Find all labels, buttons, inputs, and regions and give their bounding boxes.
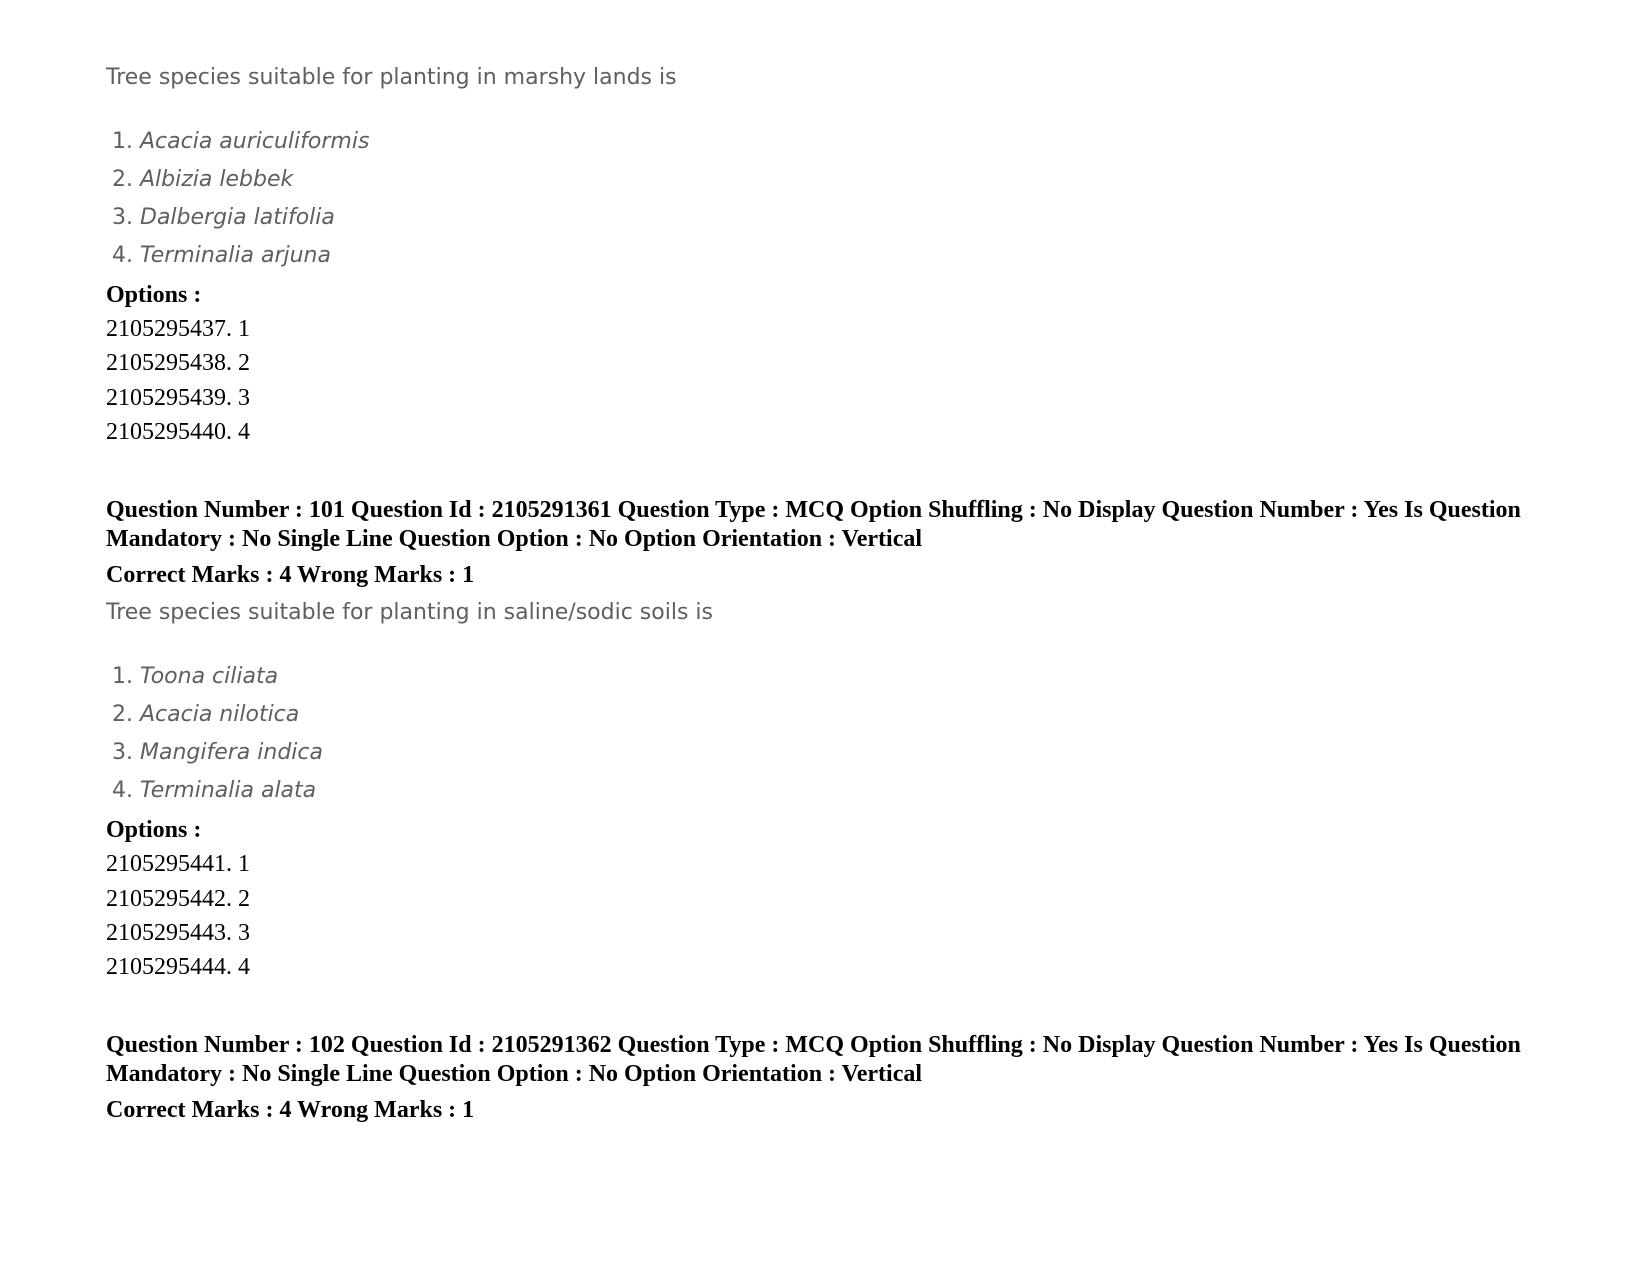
- question-100-option-3: 2105295439. 3: [106, 385, 250, 411]
- question-101-choice-3: [112, 739, 323, 767]
- choice-number: 2.: [112, 167, 133, 192]
- question-101-choice-4: [112, 777, 316, 805]
- question-100-choice-3: [112, 204, 335, 232]
- choice-number: 4.: [112, 243, 133, 268]
- question-100-options-heading: Options :: [106, 282, 202, 308]
- choice-species: Toona ciliata: [140, 664, 279, 689]
- question-101-option-4: 2105295444. 4: [106, 954, 250, 980]
- question-100-text: Tree species suitable for planting in marshy lands is: [106, 65, 677, 90]
- question-100-choice-4: [112, 242, 331, 270]
- question-101-meta: Question Number : 101 Question Id : 2105291361 Question Type : MCQ Option Shuffling : No Display Question Number : Yes Is Question Mandatory : No Single Line Question Option : No Option Orientation : Vertical: [106, 497, 1521, 552]
- choice-species: Albizia lebbek: [140, 167, 294, 192]
- question-101-choice-1: [112, 663, 278, 691]
- choice-species: Terminalia arjuna: [140, 243, 331, 268]
- choice-number: 3.: [112, 740, 133, 765]
- choice-number: 1.: [112, 129, 133, 154]
- question-101-option-2: 2105295442. 2: [106, 886, 250, 912]
- question-101-option-1: 2105295441. 1: [106, 851, 250, 877]
- choice-number: 2.: [112, 702, 133, 727]
- question-100-option-2: 2105295438. 2: [106, 350, 250, 376]
- question-100-option-4: 2105295440. 4: [106, 419, 250, 445]
- question-101-options-heading: Options :: [106, 817, 202, 843]
- question-101-marks: Correct Marks : 4 Wrong Marks : 1: [106, 562, 475, 588]
- question-100-choice-2: [112, 166, 293, 194]
- choice-number: 1.: [112, 664, 133, 689]
- question-102-marks: Correct Marks : 4 Wrong Marks : 1: [106, 1097, 475, 1123]
- choice-species: Terminalia alata: [140, 778, 317, 803]
- choice-species: Acacia auriculiformis: [140, 129, 370, 154]
- choice-species: Mangifera indica: [140, 740, 323, 765]
- question-102-meta: Question Number : 102 Question Id : 2105291362 Question Type : MCQ Option Shuffling : No Display Question Number : Yes Is Question Mandatory : No Single Line Question Option : No Option Orientation : Vertical: [106, 1032, 1521, 1087]
- choice-species: Acacia nilotica: [140, 702, 300, 727]
- choice-number: 4.: [112, 778, 133, 803]
- question-101-option-3: 2105295443. 3: [106, 920, 250, 946]
- question-101-choice-2: [112, 701, 299, 729]
- question-101-text: Tree species suitable for planting in saline/sodic soils is: [106, 600, 713, 625]
- question-100-choice-1: [112, 128, 369, 156]
- choice-number: 3.: [112, 205, 133, 230]
- choice-species: Dalbergia latifolia: [140, 205, 335, 230]
- question-100-option-1: 2105295437. 1: [106, 316, 250, 342]
